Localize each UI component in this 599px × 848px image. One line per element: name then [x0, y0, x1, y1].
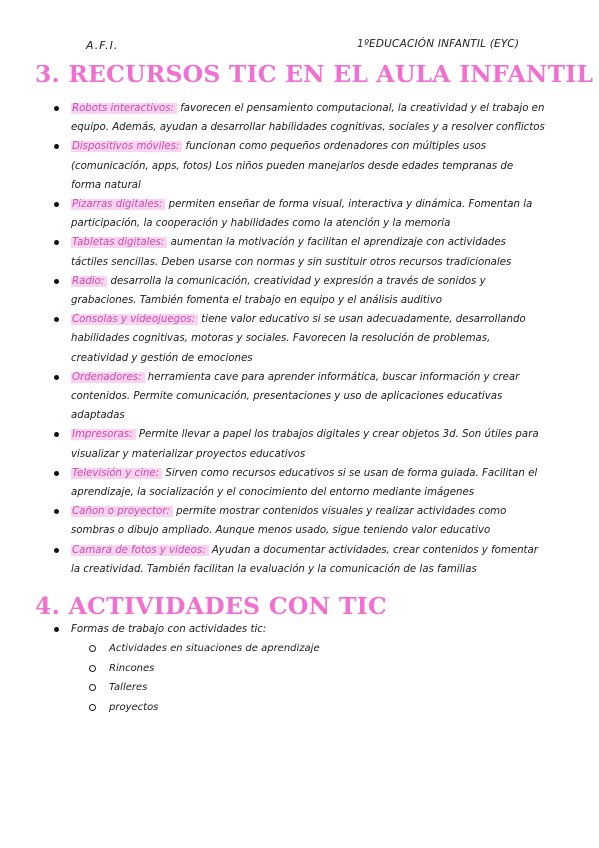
- bullet-icon: [54, 144, 59, 149]
- item-term: Consolas y videojuegos:: [71, 314, 198, 325]
- item-text: aumentan la motivación y facilitan el aprendizaje con actividades táctiles sencillas. Deben usarse con normas y sin sustituir otros recursos tradicionales: [71, 237, 512, 268]
- list-item: [71, 464, 546, 502]
- item-text: permite mostrar contenidos visuales y realizar actividades como sombras o dibujo ampliado. Aunque menos usado, sigue teniendo valor educativo: [71, 506, 507, 537]
- section-4-title: 4. ACTIVIDADES CON TIC: [35, 592, 388, 620]
- list-item: [71, 272, 546, 310]
- list-item: [71, 137, 546, 195]
- sub-item-text: Rincones: [109, 662, 155, 674]
- circle-bullet-icon: [89, 665, 96, 672]
- activities-list: [0, 620, 599, 717]
- list-item: [71, 233, 546, 271]
- bullet-icon: [54, 202, 59, 207]
- bullet-icon: [54, 106, 59, 111]
- header-course: 1ºEDUCACIÓN INFANTIL (EYC): [357, 38, 520, 50]
- activities-intro: Formas de trabajo con actividades tic:: [71, 624, 267, 635]
- sub-item-text: Talleres: [109, 682, 148, 694]
- list-item: [71, 502, 546, 540]
- bullet-icon: [54, 548, 59, 553]
- list-item: [71, 99, 546, 137]
- bullet-icon: [54, 471, 59, 476]
- item-text: funcionan como pequeños ordenadores con múltiples usos (comunicación, apps, fotos) Los niños pueden manejarlos desde edades tempranas de forma natural: [71, 141, 514, 191]
- item-text: desarrolla la comunicación, creatividad y expresión a través de sonidos y grabaciones. También fomenta el trabajo en equipo y el análisis auditivo: [71, 275, 486, 307]
- sub-list-item: [109, 639, 599, 658]
- bullet-icon: [54, 240, 59, 245]
- bullet-icon: [54, 375, 59, 380]
- bullet-icon: [54, 317, 59, 322]
- bullet-icon: [54, 279, 59, 284]
- sub-item-text: proyectos: [109, 701, 159, 713]
- sub-list-item: [109, 678, 599, 697]
- item-term: Cañon o proyector:: [71, 506, 173, 517]
- item-text: Permite llevar a papel los trabajos digitales y crear objetos 3d. Son útiles para visualizar y materializar proyectos educativos: [71, 429, 539, 460]
- item-text: Sirven como recursos educativos si se usan de forma guiada. Facilitan el aprendizaje, la socialización y el conocimiento del entorno mediante imágenes: [71, 467, 538, 499]
- list-item: [71, 195, 546, 233]
- item-text: Ayudan a documentar actividades, crear contenidos y fomentar la creatividad. También facilitan la evaluación y la comunicación de las familias: [71, 544, 538, 575]
- circle-bullet-icon: [89, 684, 96, 691]
- item-text: herramienta cave para aprender informática, buscar información y crear contenidos. Permite comunicación, presentaciones y uso de aplicaciones educativas adaptadas: [71, 371, 520, 422]
- list-item: [71, 310, 546, 368]
- sub-list-item: [109, 659, 599, 678]
- item-term: Impresoras:: [71, 429, 136, 440]
- item-term: Ordenadores:: [71, 372, 145, 383]
- item-term: Pizarras digitales:: [71, 199, 165, 210]
- item-term: Dispositivos móviles:: [71, 141, 182, 152]
- item-term: Tabletas digitales:: [71, 237, 167, 248]
- header-author: A.F.I.: [86, 39, 119, 52]
- list-item: [71, 368, 546, 426]
- circle-bullet-icon: [89, 645, 96, 652]
- list-item: [71, 541, 546, 579]
- sub-list-item: [109, 698, 599, 717]
- item-text: permiten enseñar de forma visual, interactiva y dinámica. Fomentan la participación, la cooperación y habilidades como la atención y la memoria: [71, 199, 533, 230]
- circle-bullet-icon: [89, 704, 96, 711]
- item-text: tiene valor educativo si se usan adecuadamente, desarrollando habilidades cognitivas, motoras y sociales. Favorecen la resolución de problemas, creatividad y gestión de emociones: [71, 314, 526, 364]
- bullet-icon: [54, 432, 59, 437]
- sub-item-text: Actividades en situaciones de aprendizaje: [109, 643, 320, 655]
- item-text: favorecen el pensamiento computacional, la creatividad y el trabajo en equipo. Además, ayudan a desarrollar habilidades cognitivas, sociales y a resolver conflictos: [71, 103, 545, 134]
- item-term: Radio:: [71, 276, 107, 287]
- item-term: Robots interactivos:: [71, 103, 177, 114]
- list-item: [71, 620, 599, 639]
- item-term: Televisión y cine:: [71, 468, 162, 479]
- section-3-title: 3. RECURSOS TIC EN EL AULA INFANTIL: [35, 60, 594, 88]
- tic-resources-list: [0, 99, 599, 579]
- list-item: [71, 425, 546, 463]
- bullet-icon: [54, 627, 59, 632]
- item-term: Camara de fotos y videos:: [71, 545, 209, 556]
- bullet-icon: [54, 509, 59, 514]
